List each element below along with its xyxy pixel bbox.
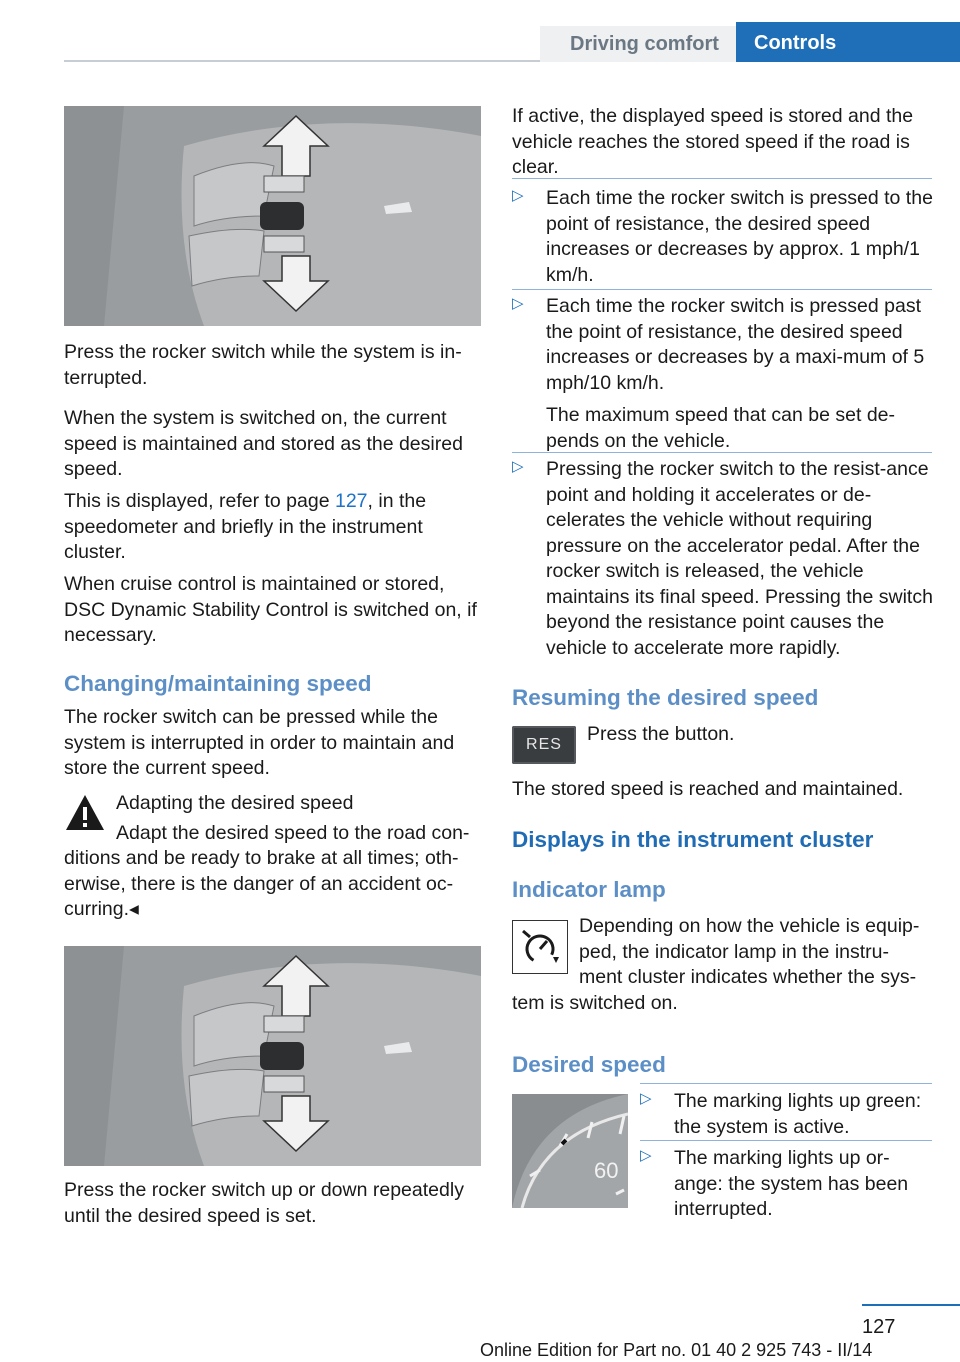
warning-title: Adapting the desired speed [116, 792, 354, 814]
bullet-text-2: Each time the rocker switch is pressed past the point of resistance, the desired speed increases or decreases by a maxi-mum of 5 mph/10 km/h. [546, 295, 925, 394]
warning-icon [64, 792, 106, 834]
list-separator [640, 1140, 932, 1141]
indicator-text-line-1: Depending on how the vehicle is equip- [579, 915, 920, 937]
bullet-text-3: Pressing the rocker switch to the resist-ance point and holding it accelerates or de-celerates the vehicle without requiring pressure on the accelerator pedal. After the rocker switch is released, the vehicle maintains its final speed. Pressing the switch beyond the resistance point causes the vehicle to accelerate more rapidly. [546, 458, 933, 659]
indicator-text-line-2: ped, the indicator lamp in the instru- [579, 941, 890, 963]
paragraph-dsc: When cruise control is maintained or stored, DSC Dynamic Stability Control is switched on, if necessary. [64, 573, 477, 646]
page-number: 127 [862, 1316, 896, 1338]
desired-bullet-2: The marking lights up or-ange: the system has been interrupted. [674, 1147, 909, 1220]
indicator-text-line-4: tem is switched on. [512, 992, 678, 1014]
header-section-tab[interactable] [540, 26, 736, 62]
heading-desired-speed: Desired speed [512, 1052, 666, 1077]
header-chapter-label: Controls [754, 32, 837, 54]
paragraph-system-on: When the system is switched on, the current speed is maintained and stored as the desired speed. [64, 407, 463, 480]
speedometer-photo [512, 1094, 628, 1208]
heading-indicator-lamp: Indicator lamp [512, 877, 666, 902]
bullet-text-1: Each time the rocker switch is pressed to the point of resistance, the desired speed increases or decreases by approx. 1 mph/1 km/h. [546, 187, 933, 286]
header-chapter-tab[interactable] [736, 22, 960, 62]
triangle-bullet-icon: ▷ [512, 187, 524, 204]
desired-bullet-1: The marking lights up green: the system is active. [674, 1090, 922, 1138]
indicator-text-line-3: ment cluster indicates whether the sys- [579, 966, 917, 988]
paragraph-rocker-switch: The rocker switch can be pressed while the system is interrupted in order to maintain and store the current speed. [64, 706, 455, 779]
list-separator [512, 289, 932, 290]
cruise-indicator-icon [512, 920, 568, 974]
ref-text-pre: This is displayed, refer to page [64, 490, 335, 512]
paragraph-repeat-press: Press the rocker switch up or down repeatedly until the desired speed is set. [64, 1179, 464, 1227]
speedometer-value: 60 [594, 1158, 619, 1183]
paragraph-displayed-ref [64, 489, 482, 566]
edition-footer: Online Edition for Part no. 01 40 2 925 743 - II/14 [480, 1340, 873, 1360]
triangle-bullet-icon: ▷ [512, 295, 524, 312]
heading-resuming-speed: Resuming the desired speed [512, 685, 819, 710]
paragraph-stored-speed: The stored speed is reached and maintained. [512, 778, 904, 800]
triangle-bullet-icon: ▷ [512, 458, 524, 475]
list-separator [640, 1083, 932, 1084]
res-button-icon [512, 726, 576, 764]
page-ref-link[interactable]: 127 [334, 490, 368, 512]
steering-wheel-rocker-illustration [64, 106, 481, 326]
page-number-rule [862, 1304, 960, 1306]
header-section-label: Driving comfort [570, 33, 719, 55]
triangle-bullet-icon: ▷ [640, 1090, 652, 1107]
ref-text-post: , in the speedometer and briefly in the instrument cluster. [64, 490, 427, 563]
warning-line-1: Adapt the desired speed to the road con- [116, 822, 470, 844]
triangle-bullet-icon: ▷ [640, 1147, 652, 1164]
heading-changing-speed: Changing/maintaining speed [64, 671, 372, 696]
bullet-2-note: The maximum speed that can be set de-pends on the vehicle. [546, 404, 896, 452]
paragraph-press-interrupted: Press the rocker switch while the system is in-terrupted. [64, 341, 462, 389]
steering-wheel-photo-bottom [64, 946, 481, 1166]
warning-text-rest: ditions and be ready to brake at all times; oth-erwise, there is the danger of an accident oc-curring.◂ [64, 847, 459, 920]
res-button-text: Press the button. [587, 723, 735, 745]
heading-displays: Displays in the instrument cluster [512, 827, 874, 852]
steering-wheel-photo-top [64, 106, 481, 326]
list-separator [512, 452, 932, 453]
list-separator [512, 178, 932, 179]
paragraph-if-active: If active, the displayed speed is stored and the vehicle reaches the stored speed if the road is clear. [512, 105, 914, 178]
res-button-label: RES [526, 736, 562, 753]
steering-wheel-rocker-illustration-2 [64, 946, 481, 1166]
